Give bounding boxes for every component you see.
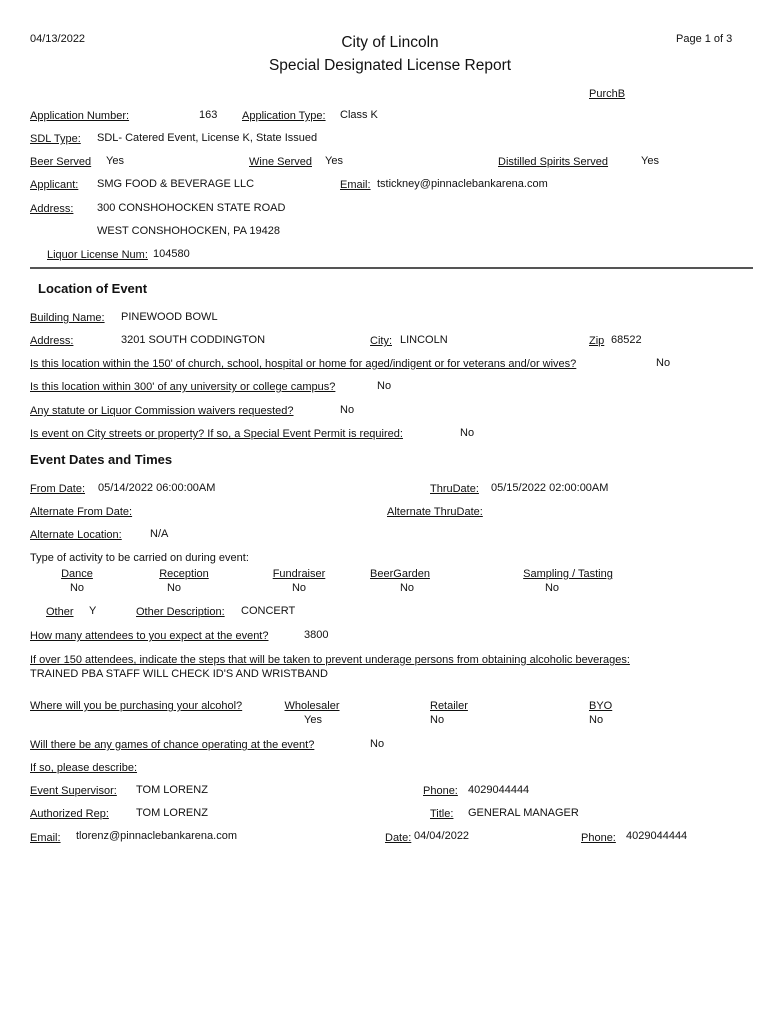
application-number-label: Application Number: — [30, 110, 130, 122]
sdl-type: SDL- Catered Event, License K, State Issued — [97, 132, 318, 144]
section-divider — [30, 267, 753, 269]
zip: 68522 — [611, 334, 642, 346]
activity-sampling-value: No — [544, 582, 560, 594]
alternate-location-label: Alternate Location: — [30, 529, 122, 541]
supervisor-phone-label: Phone: — [423, 785, 458, 797]
wine-served: Yes — [325, 155, 343, 167]
spirits-served: Yes — [641, 155, 659, 167]
rep-title: GENERAL MANAGER — [468, 807, 579, 819]
activity-beergarden-value: No — [399, 582, 415, 594]
activity-sampling-label: Sampling / Tasting — [523, 568, 613, 580]
other-description: CONCERT — [241, 605, 296, 617]
report-title-city: City of Lincoln — [341, 34, 439, 51]
applicant-email: tstickney@pinnaclebankarena.com — [377, 178, 548, 190]
attendees-label: How many attendees to you expect at the event? — [30, 630, 269, 642]
underage-steps: TRAINED PBA STAFF WILL CHECK ID'S AND WRISTBAND — [30, 668, 328, 680]
rep-email: tlorenz@pinnaclebankarena.com — [76, 830, 237, 842]
activity-beergarden-label: BeerGarden — [370, 568, 430, 580]
application-type-label: Application Type: — [242, 110, 326, 122]
rep-phone-label: Phone: — [581, 832, 616, 844]
answer-waivers: No — [340, 404, 355, 416]
sdl-type-label: SDL Type: — [30, 133, 81, 145]
event-supervisor-label: Event Supervisor: — [30, 785, 117, 797]
zip-label: Zip — [589, 335, 605, 347]
activity-reception-label: Reception — [159, 568, 209, 580]
authorized-rep: TOM LORENZ — [136, 807, 208, 819]
rep-title-label: Title: — [430, 808, 454, 820]
activity-fundraiser-label: Fundraiser — [272, 568, 326, 580]
activity-fundraiser-value: No — [291, 582, 307, 594]
applicant: SMG FOOD & BEVERAGE LLC — [97, 178, 255, 190]
thru-date: 05/15/2022 02:00:00AM — [491, 482, 609, 494]
purch-code: PurchB — [589, 88, 626, 100]
signed-date: 04/04/2022 — [414, 830, 470, 842]
alternate-from-date-label: Alternate From Date: — [30, 506, 133, 518]
event-address: 3201 SOUTH CODDINGTON — [121, 334, 266, 346]
applicant-address-line2: WEST CONSHOHOCKEN, PA 19428 — [97, 225, 280, 237]
thru-date-label: ThruDate: — [430, 483, 479, 495]
byo-value: No — [589, 714, 604, 726]
building-name: PINEWOOD BOWL — [121, 311, 218, 323]
retailer-label: Retailer — [430, 700, 468, 712]
question-campus-proximity: Is this location within 300' of any university or college campus? — [30, 381, 336, 393]
attendees: 3800 — [304, 629, 329, 641]
alternate-thru-date-label: Alternate ThruDate: — [387, 506, 483, 518]
application-type: Class K — [340, 109, 378, 121]
rep-email-label: Email: — [30, 832, 61, 844]
liquor-license-number: 104580 — [153, 248, 190, 260]
building-name-label: Building Name: — [30, 312, 105, 324]
answer-campus-proximity: No — [377, 380, 392, 392]
alternate-location: N/A — [150, 528, 169, 540]
spirits-served-label: Distilled Spirits Served — [498, 156, 609, 168]
activity-dance-value: No — [69, 582, 85, 594]
other-activity-label: Other — [46, 606, 74, 618]
underage-steps-label: If over 150 attendees, indicate the steps that will be taken to prevent underage persons from obtaining alcoholic beverages: — [30, 654, 630, 666]
from-date-label: From Date: — [30, 483, 86, 495]
activity-dance-label: Dance — [61, 568, 93, 580]
describe-label: If so, please describe: — [30, 762, 138, 774]
applicant-email-label: Email: — [340, 179, 371, 191]
report-date: 04/13/2022 — [30, 33, 86, 45]
other-description-label: Other Description: — [136, 606, 225, 618]
city: LINCOLN — [400, 334, 448, 346]
report-title: Special Designated License Report — [268, 57, 512, 74]
application-number: 163 — [199, 109, 218, 121]
byo-label: BYO — [589, 700, 613, 712]
beer-served-label: Beer Served — [30, 156, 92, 168]
games-of-chance: No — [370, 738, 385, 750]
event-supervisor: TOM LORENZ — [136, 784, 208, 796]
page-indicator: Page 1 of 3 — [676, 33, 733, 45]
answer-church-proximity: No — [656, 357, 671, 369]
wholesaler-label: Wholesaler — [284, 700, 340, 712]
question-church-proximity: Is this location within the 150' of church, school, hospital or home for aged/indigent or for veterans and/or wives? — [30, 358, 577, 370]
rep-phone: 4029044444 — [626, 830, 688, 842]
supervisor-phone: 4029044444 — [468, 784, 530, 796]
from-date: 05/14/2022 06:00:00AM — [98, 482, 216, 494]
question-waivers: Any statute or Liquor Commission waivers requested? — [30, 405, 294, 417]
wholesaler-value: Yes — [304, 714, 322, 726]
purchase-source-label: Where will you be purchasing your alcohol? — [30, 700, 243, 712]
authorized-rep-label: Authorized Rep: — [30, 808, 109, 820]
applicant-address-label: Address: — [30, 203, 74, 215]
dates-heading: Event Dates and Times — [30, 452, 173, 467]
location-heading: Location of Event — [38, 281, 148, 296]
signed-date-label: Date: — [385, 832, 412, 844]
applicant-label: Applicant: — [30, 179, 79, 191]
applicant-address-line1: 300 CONSHOHOCKEN STATE ROAD — [97, 202, 286, 214]
retailer-value: No — [430, 714, 445, 726]
liquor-license-label: Liquor License Num: — [47, 249, 148, 261]
question-city-streets: Is event on City streets or property? If so, a Special Event Permit is required: — [30, 428, 403, 440]
activity-reception-value: No — [166, 582, 182, 594]
other-activity: Y — [89, 605, 97, 617]
games-of-chance-label: Will there be any games of chance operating at the event? — [30, 739, 315, 751]
beer-served: Yes — [106, 155, 124, 167]
city-label: City: — [370, 335, 392, 347]
event-address-label: Address: — [30, 335, 74, 347]
wine-served-label: Wine Served — [249, 156, 312, 168]
answer-city-streets: No — [460, 427, 475, 439]
activity-type-label: Type of activity to be carried on during event: — [30, 552, 249, 564]
